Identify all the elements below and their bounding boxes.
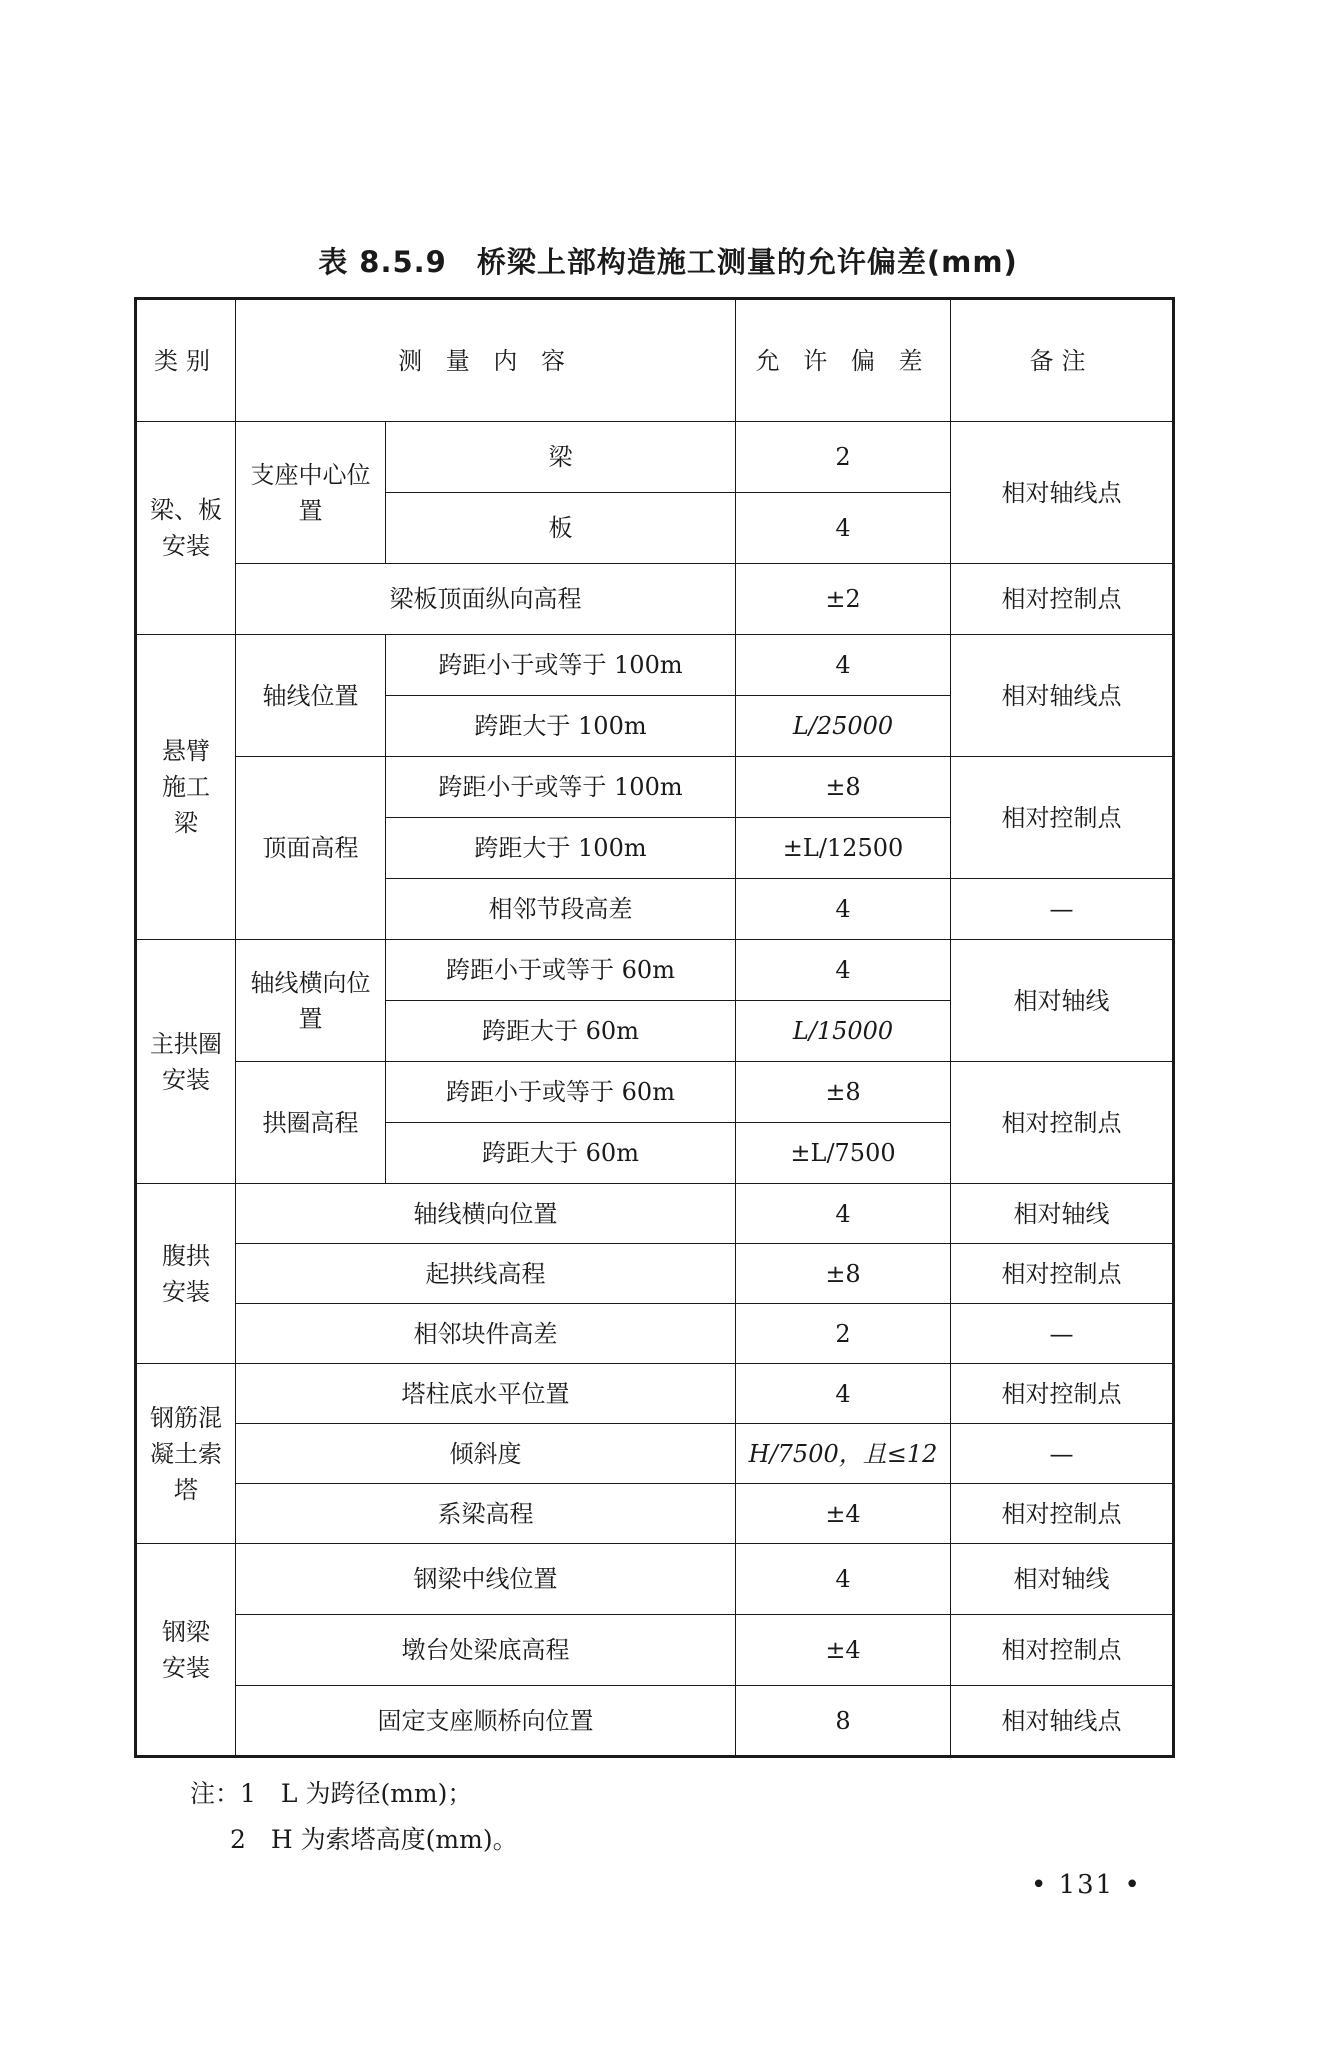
table-row (136, 1484, 1174, 1544)
tolerance-cell: L/25000 (736, 696, 951, 757)
table-row (136, 1062, 1174, 1123)
table-row (136, 1184, 1174, 1244)
item-cell: 跨距大于 60m (386, 1123, 736, 1184)
item-cell: 塔柱底水平位置 (236, 1364, 736, 1424)
item-cell: 跨距小于或等于 100m (386, 757, 736, 818)
tolerance-table (134, 297, 1175, 1758)
tolerance-cell: 4 (736, 1544, 951, 1615)
tolerance-cell: ±4 (736, 1484, 951, 1544)
tolerance-cell: 4 (736, 635, 951, 696)
subcategory-cell: 轴线位置 (236, 635, 386, 757)
tolerance-cell: 4 (736, 1364, 951, 1424)
tolerance-cell: ±4 (736, 1615, 951, 1686)
item-cell: 跨距小于或等于 100m (386, 635, 736, 696)
subcategory-cell: 顶面高程 (236, 757, 386, 940)
header-row (136, 299, 1174, 422)
item-cell: 倾斜度 (236, 1424, 736, 1484)
header-remark: 备注 (951, 299, 1174, 422)
item-cell: 相邻节段高差 (386, 879, 736, 940)
item-cell: 梁 (386, 422, 736, 493)
table-row (136, 635, 1174, 696)
tolerance-cell: ±8 (736, 757, 951, 818)
tolerance-cell: ±8 (736, 1062, 951, 1123)
tolerance-cell: 4 (736, 879, 951, 940)
page-number: • 131 • (1031, 1870, 1142, 1900)
remark-cell: 相对轴线点 (951, 422, 1174, 564)
note-1: 注：1 L 为跨径(mm)； (190, 1779, 473, 1808)
remark-cell: 相对控制点 (951, 1244, 1174, 1304)
remark-cell: 相对控制点 (951, 1062, 1174, 1184)
category-cell: 主拱圈安装 (136, 940, 236, 1184)
tolerance-cell: 2 (736, 422, 951, 493)
item-cell: 轴线横向位置 (236, 1184, 736, 1244)
item-cell: 跨距大于 100m (386, 818, 736, 879)
remark-cell: 相对轴线点 (951, 1686, 1174, 1757)
table-row (136, 1244, 1174, 1304)
category-cell: 梁、板安装 (136, 422, 236, 635)
subcategory-cell: 支座中心位置 (236, 422, 386, 564)
item-cell: 固定支座顺桥向位置 (236, 1686, 736, 1757)
table-row (136, 422, 1174, 493)
tolerance-cell: ±8 (736, 1244, 951, 1304)
tolerance-cell: 4 (736, 1184, 951, 1244)
note-2: 2 H 为索塔高度(mm)。 (230, 1825, 518, 1854)
table-row (136, 564, 1174, 635)
tolerance-cell: 2 (736, 1304, 951, 1364)
item-cell: 跨距小于或等于 60m (386, 940, 736, 1001)
tolerance-cell: 4 (736, 493, 951, 564)
item-cell: 墩台处梁底高程 (236, 1615, 736, 1686)
header-tolerance: 允 许 偏 差 (736, 299, 951, 422)
item-cell: 相邻块件高差 (236, 1304, 736, 1364)
remark-cell: — (951, 1424, 1174, 1484)
header-content: 测 量 内 容 (236, 299, 736, 422)
category-cell: 悬臂施工梁 (136, 635, 236, 940)
table-row (136, 757, 1174, 818)
category-cell: 钢梁安装 (136, 1544, 236, 1757)
category-cell: 腹拱安装 (136, 1184, 236, 1364)
remark-cell: — (951, 1304, 1174, 1364)
remark-cell: 相对轴线 (951, 1544, 1174, 1615)
remark-cell: 相对轴线点 (951, 635, 1174, 757)
table-row (136, 1364, 1174, 1424)
remark-cell: 相对控制点 (951, 1484, 1174, 1544)
remark-cell: 相对轴线 (951, 940, 1174, 1062)
item-cell: 跨距大于 60m (386, 1001, 736, 1062)
item-cell: 系梁高程 (236, 1484, 736, 1544)
remark-cell: 相对轴线 (951, 1184, 1174, 1244)
table-row (136, 1304, 1174, 1364)
table-row (136, 1544, 1174, 1615)
remark-cell: 相对控制点 (951, 564, 1174, 635)
tolerance-cell: ±L/12500 (736, 818, 951, 879)
item-cell: 梁板顶面纵向高程 (236, 564, 736, 635)
tolerance-cell: 8 (736, 1686, 951, 1757)
remark-cell: — (951, 879, 1174, 940)
tolerance-cell: 4 (736, 940, 951, 1001)
item-cell: 起拱线高程 (236, 1244, 736, 1304)
item-cell: 跨距大于 100m (386, 696, 736, 757)
tolerance-cell: L/15000 (736, 1001, 951, 1062)
table-title: 表 8.5.9 桥梁上部构造施工测量的允许偏差(mm) (318, 245, 1018, 279)
tolerance-cell: ±2 (736, 564, 951, 635)
remark-cell: 相对控制点 (951, 757, 1174, 879)
tolerance-cell: H/7500，且≤12 (736, 1424, 951, 1484)
tolerance-cell: ±L/7500 (736, 1123, 951, 1184)
table-row (136, 1615, 1174, 1686)
remark-cell: 相对控制点 (951, 1615, 1174, 1686)
remark-cell: 相对控制点 (951, 1364, 1174, 1424)
subcategory-cell: 轴线横向位置 (236, 940, 386, 1062)
category-cell: 钢筋混凝土索塔 (136, 1364, 236, 1544)
table-row (136, 940, 1174, 1001)
item-cell: 钢梁中线位置 (236, 1544, 736, 1615)
header-category: 类别 (136, 299, 236, 422)
item-cell: 板 (386, 493, 736, 564)
item-cell: 跨距小于或等于 60m (386, 1062, 736, 1123)
subcategory-cell: 拱圈高程 (236, 1062, 386, 1184)
table-row (136, 1686, 1174, 1757)
table-row (136, 1424, 1174, 1484)
table-notes (190, 1771, 518, 1863)
